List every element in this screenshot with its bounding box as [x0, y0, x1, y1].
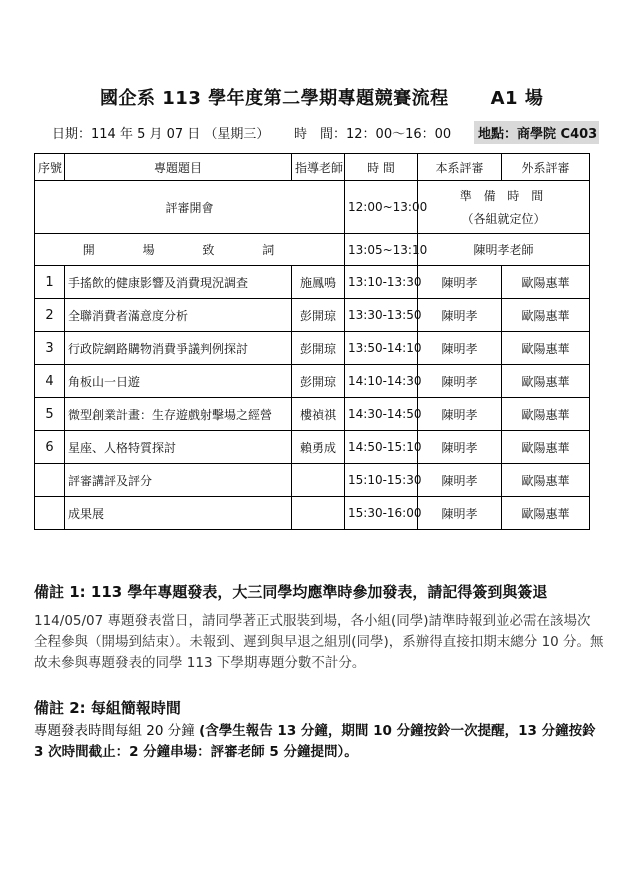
- row-topic: 評審講評及評分: [65, 464, 292, 497]
- row-no: 5: [35, 398, 65, 431]
- speech-label: [35, 234, 345, 266]
- row-time: 13:50-14:10: [345, 332, 418, 365]
- table-header-row: [35, 154, 590, 181]
- row-no: 1: [35, 266, 65, 299]
- row-judge-internal: 陳明孝: [418, 266, 502, 299]
- row-topic: 星座、人格特質探討: [65, 431, 292, 464]
- row-judge-internal: 陳明孝: [418, 398, 502, 431]
- row-time: 14:50-15:10: [345, 431, 418, 464]
- venue-label: A1 場: [490, 88, 544, 109]
- note-2-title: 備註 2: 每組簡報時間: [34, 699, 181, 717]
- col-header-topic: 專題題目: [65, 154, 292, 181]
- row-time: 15:30-16:00: [345, 497, 418, 530]
- row-judge-external: 歐陽惠華: [502, 299, 590, 332]
- note-2-body-a: 專題發表時間每組 20 分鐘: [34, 723, 200, 739]
- speech-time: 13:05~13:10: [345, 234, 418, 266]
- col-header-time: 時 間: [345, 154, 418, 181]
- row-advisor: 賴勇成: [292, 431, 345, 464]
- table-row: [35, 431, 590, 464]
- note-1-body: 114/05/07 專題發表當日，請同學著正式服裝到場，各小組(同學)請準時報到並必需在該場次全程參與（開場到結束）。未報到、遲到與早退之組別(同學)，系辦得直接扣期末總分 10 分。無故未參與專題發表的同學 113 下學期專題分數不計分。: [34, 613, 604, 671]
- row-no: [35, 464, 65, 497]
- row-judge-external: 歐陽惠華: [502, 332, 590, 365]
- row-judge-external: 歐陽惠華: [502, 497, 590, 530]
- row-judge-internal: 陳明孝: [418, 431, 502, 464]
- row-topic: 行政院網路購物消費爭議判例探討: [65, 332, 292, 365]
- row-topic: 角板山一日遊: [65, 365, 292, 398]
- event-time: 時 間：12：00～16：00: [294, 127, 452, 142]
- table-row: [35, 497, 590, 530]
- note-1: [34, 581, 604, 674]
- row-advisor: 彭開琼: [292, 365, 345, 398]
- note-2-body-b: (含學生報告 13 分鐘，期間 10 分鐘按鈴一次提醒，13 分鐘按鈴 3 次時間截止：2 分鐘串場：評審老師 5 分鐘提問）。: [34, 723, 596, 760]
- opening-note-line1: 準 備 時 間: [459, 189, 548, 203]
- row-time: 13:10-13:30: [345, 266, 418, 299]
- opening-row: [35, 181, 590, 234]
- row-no: 4: [35, 365, 65, 398]
- row-advisor: 彭開琼: [292, 299, 345, 332]
- row-topic: 全聯消費者滿意度分析: [65, 299, 292, 332]
- row-judge-external: 歐陽惠華: [502, 398, 590, 431]
- table-row: [35, 332, 590, 365]
- row-judge-internal: 陳明孝: [418, 332, 502, 365]
- row-advisor: [292, 497, 345, 530]
- opening-note-line2: （各組就定位）: [461, 212, 546, 226]
- row-advisor: 樓禎祺: [292, 398, 345, 431]
- page-title: [100, 84, 543, 110]
- table-row: [35, 365, 590, 398]
- row-judge-internal: 陳明孝: [418, 299, 502, 332]
- opening-label: 評審開會: [35, 181, 345, 234]
- row-time: 13:30-13:50: [345, 299, 418, 332]
- col-header-advisor: 指導老師: [292, 154, 345, 181]
- row-no: 2: [35, 299, 65, 332]
- row-advisor: [292, 464, 345, 497]
- table-row: [35, 299, 590, 332]
- speech-row: [35, 234, 590, 266]
- row-time: 15:10-15:30: [345, 464, 418, 497]
- row-topic: 微型創業計畫：生存遊戲射擊場之經營: [65, 398, 292, 431]
- row-advisor: 彭開琼: [292, 332, 345, 365]
- row-judge-external: 歐陽惠華: [502, 365, 590, 398]
- row-no: 3: [35, 332, 65, 365]
- note-2: [34, 697, 604, 763]
- row-judge-internal: 陳明孝: [418, 365, 502, 398]
- note-2-body: [34, 721, 604, 763]
- row-time: 14:30-14:50: [345, 398, 418, 431]
- row-advisor: 施鳳鳴: [292, 266, 345, 299]
- event-location: 地點：商學院 C403: [474, 121, 599, 144]
- speech-label-text: 開 場 致 詞: [82, 243, 297, 257]
- col-header-no: 序號: [35, 154, 65, 181]
- row-judge-internal: 陳明孝: [418, 497, 502, 530]
- row-topic: 手搖飲的健康影響及消費現況調查: [65, 266, 292, 299]
- speech-speaker: 陳明孝老師: [418, 234, 590, 266]
- table-row: [35, 266, 590, 299]
- row-judge-external: 歐陽惠華: [502, 266, 590, 299]
- table-row: [35, 398, 590, 431]
- row-topic: 成果展: [65, 497, 292, 530]
- note-1-title: 備註 1: 113 學年專題發表，大三同學均應準時參加發表，請記得簽到與簽退: [34, 583, 548, 601]
- row-time: 14:10-14:30: [345, 365, 418, 398]
- title-text: 國企系 113 學年度第二學期專題競賽流程: [100, 88, 449, 109]
- event-date: 日期：114 年 5 月 07 日 （星期三）: [52, 127, 270, 142]
- row-judge-external: 歐陽惠華: [502, 431, 590, 464]
- opening-time: 12:00~13:00: [345, 181, 418, 234]
- schedule-table: [34, 153, 590, 530]
- table-row: [35, 464, 590, 497]
- row-judge-internal: 陳明孝: [418, 464, 502, 497]
- row-no: 6: [35, 431, 65, 464]
- col-header-judge-internal: 本系評審: [418, 154, 502, 181]
- row-judge-external: 歐陽惠華: [502, 464, 590, 497]
- row-no: [35, 497, 65, 530]
- opening-note: [418, 181, 590, 234]
- col-header-judge-external: 外系評審: [502, 154, 590, 181]
